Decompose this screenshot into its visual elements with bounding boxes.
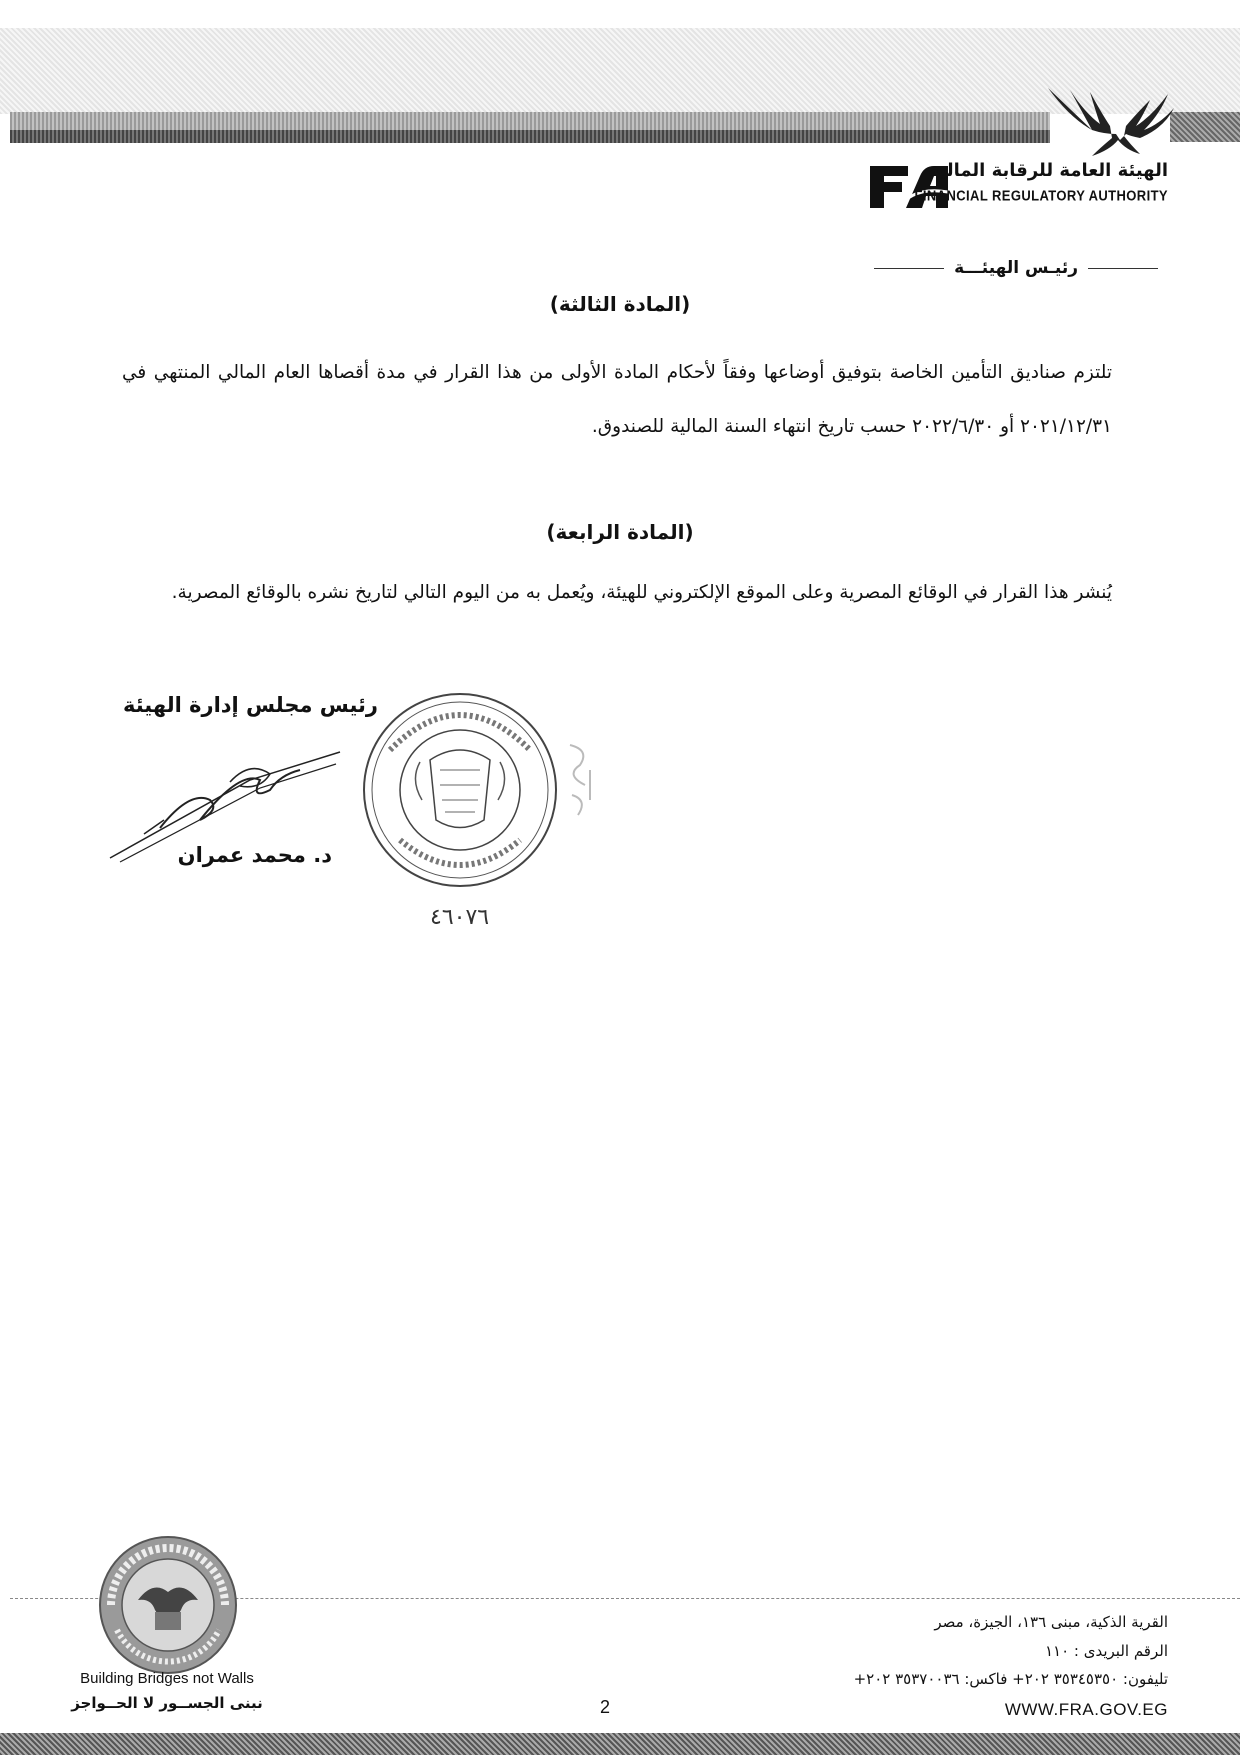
header-stripe-band (10, 112, 1050, 130)
faint-stamp-mark (560, 740, 600, 830)
article-3-title: (المادة الثالثة) (549, 292, 691, 316)
motto-arabic: نبنى الجســور لا الحــواجز (71, 1694, 263, 1712)
motto-english: Building Bridges not Walls (80, 1670, 254, 1687)
signatory-name: د. محمد عمران (177, 843, 332, 867)
article-4-body: يُنشر هذا القرار في الوقائع المصرية وعلى الموقع الإلكتروني للهيئة، ويُعمل به من اليوم التالي لتاريخ نشره بالوقائع المصرية. (171, 582, 1112, 603)
footer-website-link[interactable]: WWW.FRA.GOV.EG (1004, 1700, 1168, 1719)
footer-po-box: الرقم البريدى : ١١٠ (1044, 1642, 1168, 1660)
authority-logo (868, 158, 1168, 213)
signatory-title: رئيس مجلس إدارة الهيئة (122, 693, 378, 717)
authority-name-ar: الهيئة العامة للرقابة المالية (928, 160, 1168, 181)
footer-texture-band (0, 1733, 1240, 1755)
divider (1088, 268, 1158, 269)
article-4-title: (المادة الرابعة) (546, 520, 694, 544)
divider (874, 268, 944, 269)
page-number: 2 (600, 1697, 611, 1717)
footer-phone-fax: تليفون: ٣٥٣٤٥٣٥٠ ٢٠٢+ فاكس: ٣٥٣٧٠٠٣٦ ٢٠٢+ (853, 1670, 1168, 1688)
article-3-body: تلتزم صناديق التأمين الخاصة بتوفيق أوضاعها وفقاً لأحكام المادة الأولى من هذا القرار في مدة أقصاها العام المالي المنتهي في ٢٠٢١/١٢/٣١ أو ٢٠٢٢/٦/٣٠ حسب تاريخ انتهاء السنة المالية للصندوق. (122, 362, 1112, 437)
eagle-logo-icon (1040, 78, 1180, 160)
header-dark-band (10, 130, 1050, 143)
stamp-number: ٤٦٠٧٦ (430, 905, 490, 930)
footer-address: القرية الذكية، مبنى ١٣٦، الجيزة، مصر (934, 1613, 1168, 1631)
authority-name-en: FINANCIAL REGULATORY AUTHORITY (914, 186, 1168, 205)
official-seal-stamp (360, 690, 560, 890)
header-corner-band (1170, 112, 1240, 142)
sender-title: رئيـس الهيئـــة (954, 258, 1078, 278)
sender-line (874, 258, 1158, 278)
fra-seal-emblem-icon (93, 1530, 243, 1680)
